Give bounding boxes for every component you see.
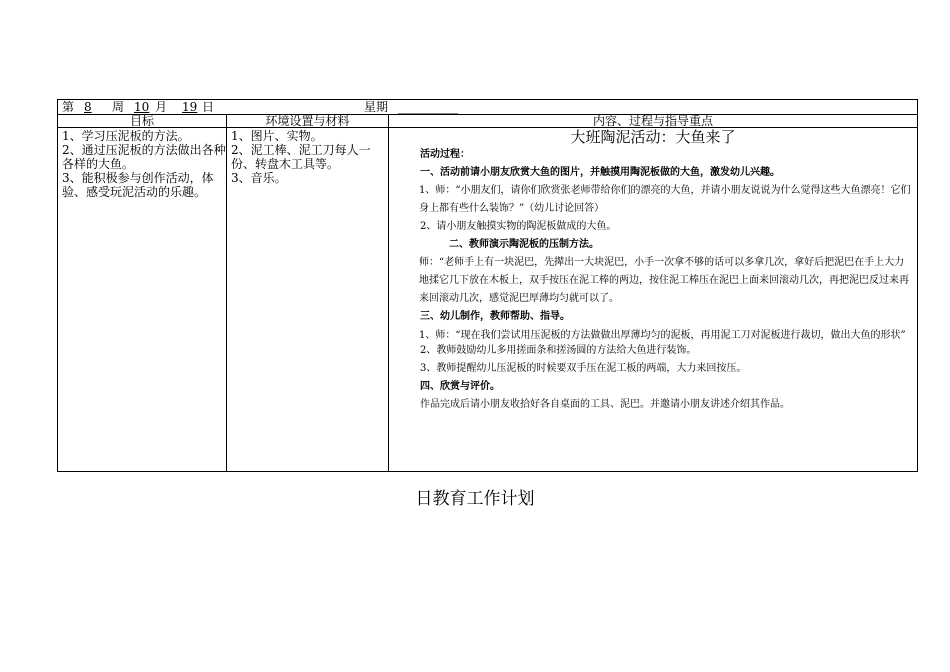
date-zhou: 周 (112, 100, 125, 114)
page-title: 日教育工作计划 (415, 489, 535, 509)
month-number: 10 (134, 100, 150, 114)
date-yue: 月 (155, 100, 168, 114)
material-item: 3、音乐。 (231, 171, 287, 185)
section2-text: 师：“老师手上有一块泥巴，先撵出一大块泥巴，小手一次拿不够的话可以多拿几次，拿好后把泥巴在手上大力地揉它几下放在木板上，双手按压在泥工棒的两边，按住泥工棒压在泥巴上面来回滚动几次，再把泥巴反过来再来回滚动几次，感觉泥巴厚薄均匀就可以了。 (419, 257, 909, 304)
activity-title: 大班陶泥活动：大鱼来了 (570, 128, 736, 146)
section4-title: 四、欣赏与评价。 (420, 381, 500, 392)
section3-item2: 2、教师鼓励幼儿多用搓面条和搓汤圆的方法给大鱼进行装饰。 (420, 345, 697, 356)
section2-title: 二、教师演示陶泥板的压制方法。 (449, 239, 599, 250)
date-di: 第 (62, 100, 75, 114)
goal-item: 1、学习压泥板的方法。 (62, 129, 190, 143)
section3-title: 三、幼儿制作，教师帮助、指导。 (420, 311, 570, 322)
section1-item2: 2、请小朋友触摸实物的陶泥板做成的大鱼。 (420, 221, 617, 232)
process-label: 活动过程： (420, 149, 470, 160)
plan-table (57, 99, 918, 472)
section1-item1: 1、师：“小朋友们，请你们欣赏张老师带给你们的漂亮的大鱼，并请小朋友说说为什么觉得这些大鱼漂亮！它们身上都有些什么装饰？”（幼儿讨论回答） (419, 185, 911, 214)
weekday-label: 星期 (364, 100, 389, 114)
goal-item: 3、能积极参与创作活动，体验、感受玩泥活动的乐趣。 (62, 171, 214, 199)
header-row (58, 115, 917, 128)
header-content: 内容、过程与指导重点 (592, 114, 713, 128)
date-row (58, 100, 917, 115)
section3-item3: 3、教师提醒幼儿压泥板的时候要双手压在泥工板的两端，大力来回按压。 (420, 363, 747, 374)
header-goal: 目标 (129, 114, 154, 128)
goal-item: 2、通过压泥板的方法做出各种各样的大鱼。 (62, 143, 226, 171)
day-number: 19 (182, 100, 198, 114)
content-cell (389, 128, 917, 471)
materials-cell (227, 128, 396, 471)
goals-cell (58, 128, 234, 471)
section1-title: 一、活动前请小朋友欣赏大鱼的图片，并触摸用陶泥板做的大鱼，激发幼儿兴趣。 (420, 167, 780, 178)
date-ri: 日 (202, 100, 215, 114)
header-env: 环境设置与材料 (265, 114, 350, 128)
week-number: 8 (84, 100, 92, 114)
material-item: 1、图片、实物。 (231, 129, 323, 143)
section3-item1: 1、师：“现在我们尝试用压泥板的方法做做出厚薄均匀的泥板，再用泥工刀对泥板进行裁切，做出大鱼的形状” (419, 330, 906, 341)
material-item: 2、泥工棒、泥工刀每人一份、转盘木工具等。 (231, 143, 371, 171)
weekday-value: __________ (398, 100, 458, 114)
section4-text: 作品完成后请小朋友收拾好各自桌面的工具、泥巴。并邀请小朋友讲述介绍其作品。 (420, 399, 790, 410)
